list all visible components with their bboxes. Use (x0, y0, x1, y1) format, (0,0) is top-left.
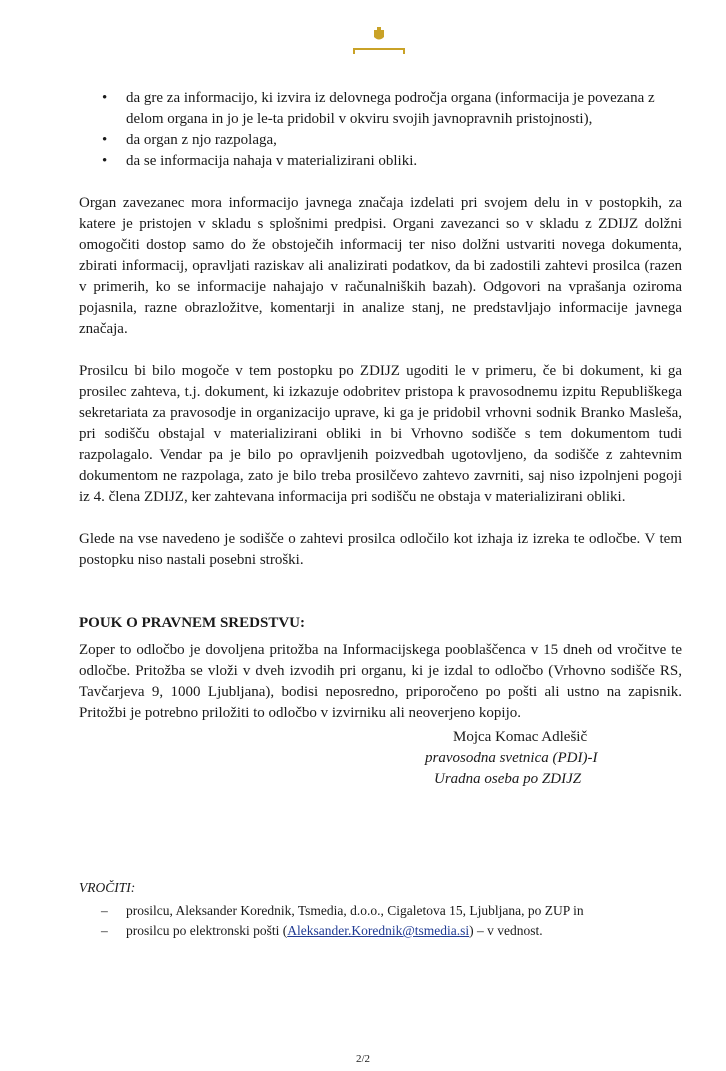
signatory-role: pravosodna svetnica (PDI)-I (425, 750, 598, 766)
list-item (79, 130, 682, 151)
dash-icon: – (101, 903, 108, 918)
bullet-icon: • (102, 90, 108, 106)
bullet-icon: • (102, 132, 108, 148)
delivery-item-text: ) – v vednost. (469, 923, 543, 938)
list-item-text: da organ z njo razpolaga, (126, 132, 277, 148)
signatory-name: Mojca Komac Adlešič (453, 729, 588, 745)
email-link[interactable]: Aleksander.Korednik@tsmedia.si (287, 923, 470, 938)
list-item (79, 151, 682, 172)
list-item (79, 88, 682, 130)
legal-remedy-text: Zoper to odločbo je dovoljena pritožba na Informacijskega pooblaščenca v 15 dneh od vročitve te odločbe. Pritožba se vloži v dveh izvodih pri organu, ki je izdal to odločbo (Vrhovno sodišče RS, Tavčarjeva 9, 1000 Ljubljana), bodisi neposredno, priporočeno po pošti ali ustno na zapisnik. Pritožbi je potrebno priložiti to odločbo v izvirniku ali neoverjeno kopijo. (79, 642, 682, 721)
delivery-item-text: prosilcu, Aleksander Korednik, Tsmedia, d.o.o., Cigaletova 15, Ljubljana, po ZUP in (126, 903, 584, 918)
paragraph-obligations: Organ zavezanec mora informacijo javnega značaja izdelati pri svojem delu in v postopkih, za katere je pristojen v skladu s splošnimi predpisi. Organi zavezanci so v skladu z ZDIJZ dolžni omogočiti dostop samo do že obstoječih informacij ter niso dolžni ustvariti novega dokumenta, zbirati informacij, opravljati raziskav ali analizirati podatkov, da bi zadostili zahtevi prosilca (razen v primerih, ko se informacije nahajajo v računalniških bazah). Odgovori na vprašanja oziroma pojasnila, razne obrazložitve, komentarji in analize stanj, ne predstavljajo informacije javnega značaja. (79, 195, 682, 337)
signature-block (79, 727, 682, 790)
list-item (79, 901, 682, 921)
court-emblem-icon (351, 26, 407, 54)
document-body (79, 88, 682, 790)
list-item-text: da se informacija nahaja v materializirani obliki. (126, 153, 418, 169)
legal-remedy-heading: POUK O PRAVNEM SREDSTVU: (79, 615, 305, 631)
list-item-text: da gre za informacijo, ki izvira iz delovnega področja organa (informacija je povezana z delom organa in jo je le-ta pridobil v okviru svojih javnopravnih pristojnosti), (126, 90, 655, 127)
delivery-list (79, 901, 682, 941)
dash-icon: – (101, 923, 108, 938)
bullet-icon: • (102, 153, 108, 169)
delivery-section (79, 878, 682, 941)
list-item (79, 921, 682, 941)
delivery-title: VROČITI: (79, 880, 136, 895)
delivery-item-text: prosilcu po elektronski pošti ( (126, 923, 288, 938)
paragraph-reasoning: Prosilcu bi bilo mogoče v tem postopku po ZDIJZ ugoditi le v primeru, če bi dokument, ki ga prosilec zahteva, t.j. dokument, ki izkazuje odobritev pristopa k pravosodnemu izpitu Republiškega sekretariata za pravosodje in organizacijo uprave, ki ga je pridobil vrhovni sodnik Branko Masleša, pri sodišču obstajal v materializirani obliki in bi Vrhovno sodišče s tem dokumentom tudi razpolagalo. Vendar pa je bilo po opravljenih poizvedbah ugotovljeno, da sodišče z zahtevnim dokumentom ne razpolaga, zato je bilo treba prosilčevo zahtevo zavrniti, saj niso izpolnjeni pogoji iz 4. člena ZDIJZ, ker zahtevana informacija pri sodišču ne obstaja v materializirani obliki. (79, 363, 682, 505)
signatory-office: Uradna oseba po ZDIJZ (434, 771, 582, 787)
paragraph-conclusion: Glede na vse navedeno je sodišče o zahtevi prosilca odločilo kot izhaja iz izreka te odločbe. V tem postopku niso nastali posebni stroški. (79, 531, 682, 568)
conditions-list (79, 88, 682, 172)
page-number: 2/2 (355, 1053, 371, 1065)
